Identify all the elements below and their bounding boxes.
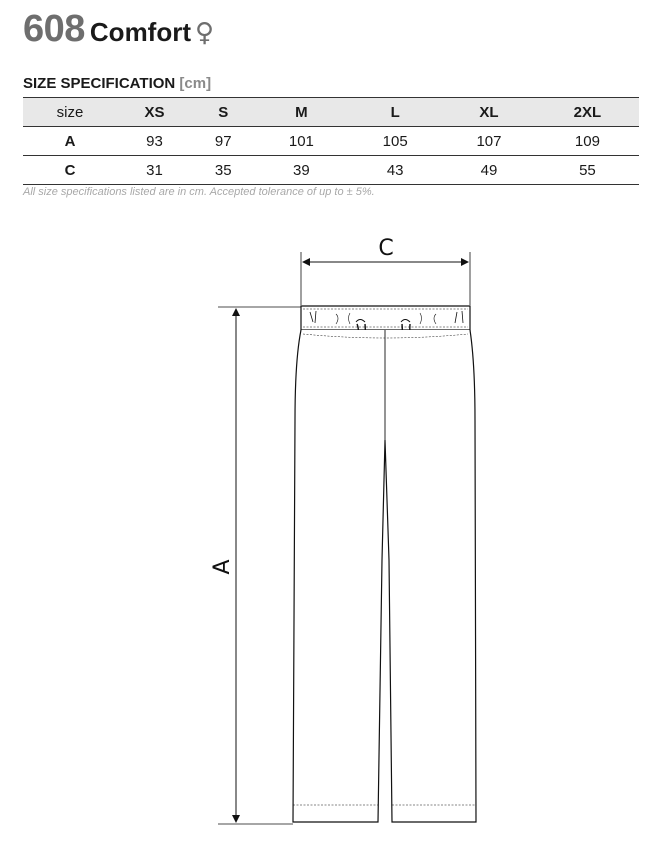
table-cell: 49 — [442, 156, 536, 185]
table-cell: 35 — [192, 156, 255, 185]
spec-unit: [cm] — [179, 75, 212, 92]
dimension-c — [301, 236, 470, 305]
size-header-cell: XL — [442, 98, 536, 127]
dimension-a-label: A — [210, 559, 235, 575]
size-header-cell: S — [192, 98, 255, 127]
table-cell: 97 — [192, 127, 255, 156]
table-cell: 105 — [348, 127, 442, 156]
model-number: 608 — [23, 8, 85, 50]
table-cell: 43 — [348, 156, 442, 185]
pants-outline — [293, 306, 476, 822]
table-cell: 101 — [255, 127, 349, 156]
size-header-label: size — [23, 98, 117, 127]
female-icon: ♀ — [195, 18, 215, 48]
size-header-cell: XS — [117, 98, 192, 127]
dimension-a — [210, 307, 303, 824]
table-cell: 55 — [536, 156, 639, 185]
table-cell: 31 — [117, 156, 192, 185]
size-header-cell: M — [255, 98, 349, 127]
table-cell: 93 — [117, 127, 192, 156]
dimension-c-label: C — [378, 236, 394, 261]
row-label: A — [23, 127, 117, 156]
product-name: Comfort — [89, 17, 191, 47]
spec-title-text: SIZE SPECIFICATION — [23, 75, 176, 92]
tolerance-note: All size specifications listed are in cm. Accepted tolerance of up to ± 5%. — [23, 186, 375, 198]
table-cell: 109 — [536, 127, 639, 156]
row-label: C — [23, 156, 117, 185]
table-cell: 39 — [255, 156, 349, 185]
size-header-cell: 2XL — [536, 98, 639, 127]
size-header-cell: L — [348, 98, 442, 127]
table-cell: 107 — [442, 127, 536, 156]
